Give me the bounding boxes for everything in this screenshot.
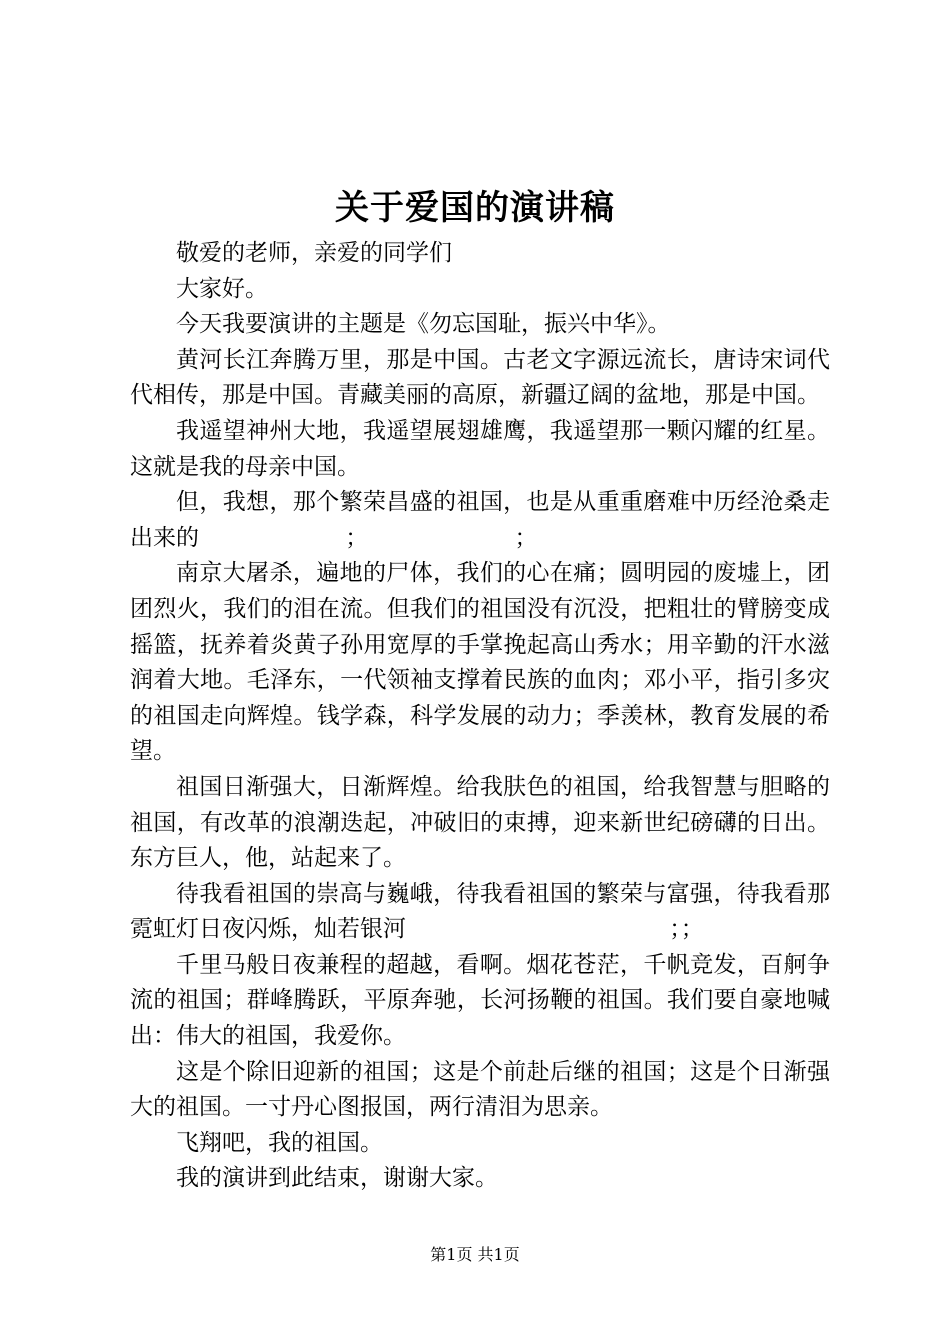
paragraph-gaze: 我遥望神州大地，我遥望展翅雄鹰，我遥望那一颗闪耀的红星。这就是我的母亲中国。 (130, 417, 830, 480)
paragraph-fly: 飞翔吧，我的祖国。 (176, 1129, 383, 1156)
paragraph-hello: 大家好。 (176, 275, 268, 302)
paragraph-rising: 祖国日渐强大，日渐辉煌。给我肤色的祖国，给我智慧与胆略的祖国，有改革的浪潮迭起，冲破旧的束搏，迎来新世纪磅礴的日出。东方巨人，他，站起来了。 (130, 773, 830, 872)
page-footer: 第1页 共1页 (430, 1245, 520, 1264)
document-body (130, 236, 830, 1197)
paragraph-new-era: 这是个除旧迎新的祖国；这是个前赴后继的祖国；这是个日渐强大的祖国。一寸丹心图报国，两行清泪为思亲。 (130, 1058, 830, 1121)
paragraph-history: 南京大屠杀，遍地的尸体，我们的心在痛；圆明园的废墟上，团团烈火，我们的泪在流。但我们的祖国没有沉没，把粗壮的臂膀变成摇篮，抚养着炎黄子孙用宽厚的手掌挽起高山秀水；用辛勤的汗水滋润着大地。毛泽东，一代领袖支撑着民族的血肉；邓小平，指引多灾的祖国走向辉煌。钱学森，科学发展的动力；季羡林，教育发展的希望。 (130, 560, 830, 765)
paragraph-topic: 今天我要演讲的主题是《勿忘国耻，振兴中华》。 (176, 311, 671, 338)
document-title: 关于爱国的演讲稿 (335, 188, 615, 228)
paragraph-closing: 我的演讲到此结束，谢谢大家。 (176, 1165, 498, 1192)
paragraph-greeting: 敬爱的老师，亲爱的同学们 (176, 240, 452, 266)
paragraph-rivers: 黄河长江奔腾万里，那是中国。古老文字源远流长，唐诗宋词代代相传，那是中国。青藏美丽的高原，新疆辽阔的盆地，那是中国。 (130, 346, 830, 409)
paragraph-hardship: 但，我想，那个繁荣昌盛的祖国，也是从重重磨难中历经沧桑走出来的 ； ； (130, 489, 830, 551)
paragraph-prosperity: 待我看祖国的崇高与巍峨，待我看祖国的繁荣与富强，待我看那霓虹灯日夜闪烁，灿若银河 ；； (130, 880, 830, 943)
paragraph-progress: 千里马般日夜兼程的超越，看啊。烟花苍茫，千帆竞发，百舸争流的祖国；群峰腾跃，平原奔驰，长河扬鞭的祖国。我们要自豪地喊出：伟大的祖国，我爱你。 (130, 951, 830, 1050)
